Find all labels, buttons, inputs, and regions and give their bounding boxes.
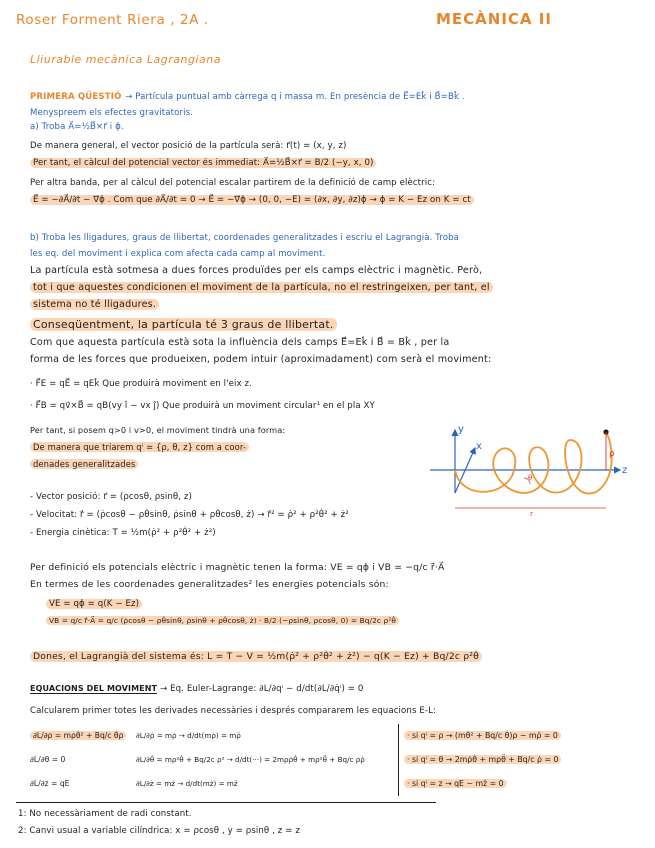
el-equation-theta <box>404 748 561 772</box>
equations-heading <box>30 684 363 694</box>
text-line <box>30 195 474 205</box>
text-line <box>30 158 376 168</box>
highlighted-result: · si qⁱ = θ → 2mρ̇θ̇ + mρθ̈ + Bq/c ρ̇ = 0 <box>404 755 561 764</box>
author-line: Roser Forment Riera , 2A . <box>16 12 209 28</box>
text-line: Per tant, si posem q>0 i v>0, el moviment tindrà una forma: <box>30 425 286 435</box>
highlighted-result: · si qⁱ = ρ → (mθ̇² + Bq/c θ̇)ρ − mρ̈ = 0 <box>404 731 561 740</box>
equations-intro: Calcularem primer totes les derivades necessàries i després compararem les equacions E-L: <box>30 706 436 716</box>
velocity-vector: - Velocitat: ṙ⃗ = (ρ̇cosθ − ρθ̇sinθ, ρ̇sinθ + ρθ̇cosθ, ż) → ṙ⃗² = ρ̇² + ρ²θ̇² + ż² <box>30 510 349 520</box>
derivatives-col-1 <box>30 724 126 796</box>
text-line <box>30 299 159 310</box>
highlighted-result: denades generalitzades <box>30 459 138 469</box>
page-subtitle: Lliurable mecànica Lagrangiana <box>30 53 221 66</box>
text-line: De manera general, el vector posició de la partícula serà: r⃗(t) = (x, y, z) <box>30 141 347 151</box>
kinetic-energy: - Energia cinètica: T = ½m(ρ̇² + ρ²θ̇² + ż²) <box>30 528 216 538</box>
lagrangian-line <box>30 651 482 662</box>
question-heading <box>30 90 465 102</box>
footnote-divider <box>16 802 436 803</box>
course-title: MECÀNICA II <box>436 10 552 28</box>
highlighted-result: E⃗ = −∂A⃗/∂t − ∇⃗ϕ . Com que ∂A⃗/∂t = 0 → E⃗ = −∇⃗ϕ → (0, 0, −E) = (∂x, ∂y, ∂z)ϕ → ϕ = K − Ez on K = ct <box>30 195 474 205</box>
subquestion-b: b) Troba les lligadures, graus de llibertat, coordenades generalitzades i escriu el Lagrangià. Troba <box>30 233 460 243</box>
highlighted-result: VE = qϕ = q(K − Ez) <box>46 599 142 609</box>
text-line: Per definició els potencials elèctric i magnètic tenen la forma: VE = qϕ i VB = −q/c ṙ⃗·A⃗ <box>30 562 445 573</box>
rho-label: ρ <box>609 449 615 459</box>
derivative <box>30 724 126 748</box>
highlighted-result: · si qⁱ = z → qE − mz̈ = 0 <box>404 779 507 788</box>
z-axis-label: z <box>622 465 628 476</box>
subquestion-a: a) Troba A⃗=½B⃗×r⃗ i ϕ. <box>30 122 124 132</box>
derivatives-col-2 <box>136 724 365 796</box>
question-statement: → Partícula puntual amb càrrega q i massa m. En presència de E⃗=Ek̂ i B⃗=Bk̂ . <box>125 92 465 102</box>
highlighted-result: Conseqüentment, la partícula té 3 graus de llibertat. <box>30 318 337 331</box>
footnote-1: 1: No necessàriament de radi constant. <box>18 809 192 819</box>
text-line <box>30 442 249 452</box>
helix-diagram <box>420 418 635 518</box>
magnetic-potential <box>46 616 399 625</box>
electric-potential <box>46 599 142 609</box>
brace <box>398 724 399 796</box>
derivative: ∂L/∂θ = 0 <box>30 755 66 764</box>
highlighted-result: tot i que aquestes condicionen el moviment de la partícula, no el restringeixen, per tant, el <box>30 282 493 293</box>
highlighted-result: sistema no té lligadures. <box>30 299 159 310</box>
question-statement-2: Menyspreem els efectes gravitatoris. <box>30 108 193 118</box>
text-line: Com que aquesta partícula està sota la influència dels camps E⃗=Ek̂ i B⃗ = Bk̂ , per la <box>30 337 450 348</box>
highlighted-result: De manera que triarem qⁱ = {ρ, θ, z} com a coor- <box>30 442 249 452</box>
highlighted-result: ∂L/∂ρ = mρθ̇² + Bq/c θ̇ρ <box>30 731 126 740</box>
highlighted-result: Dones, el Lagrangià del sistema és: L = T − V = ½m(ρ̇² + ρ²θ̇² + ż²) − q(K − Ez) + Bq/2c ρ²θ̇ <box>30 651 482 662</box>
derivative: ∂L/∂ρ̇ = mρ̇ → d/dt(mρ̇) = mρ̈ <box>136 731 241 740</box>
highlighted-result: VB = q/c ṙ⃗·A⃗ = q/c (ρ̇cosθ − ρθ̇sinθ, ρ̇sinθ + ρθ̇cosθ, ż) · B/2 (−ρsinθ, ρcosθ, 0) = Bq/2c ρ²θ̇ <box>46 616 399 625</box>
footnote-2: 2: Canvi usual a variable cilíndrica: x = ρcosθ , y = ρsinθ , z = z <box>18 826 300 836</box>
force-electric: · F⃗E = qE⃗ = qEk̂ Que produirà moviment en l'eix z. <box>30 379 252 389</box>
r-label: r <box>530 510 533 518</box>
theta-label: θ <box>528 474 533 482</box>
text-line <box>30 459 138 469</box>
equations-title: EQUACIONS DEL MOVIMENT <box>30 684 158 693</box>
text-line: La partícula està sotmesa a dues forces produïdes per els camps elèctric i magnètic. Però, <box>30 265 483 276</box>
highlighted-result: Per tant, el càlcul del potencial vector és immediat: A⃗=½B⃗×r⃗ = B/2 (−y, x, 0) <box>30 158 376 168</box>
text-line: Per altra banda, per al càlcul del potencial escalar partirem de la definició de camp elèctric: <box>30 178 436 188</box>
question-label: PRIMERA QÜESTIÓ <box>30 92 122 102</box>
derivative: ∂L/∂z = qE <box>30 779 70 788</box>
subquestion-b-2: les eq. del moviment i explica com afecta cada camp al moviment. <box>30 249 326 259</box>
text-line: En termes de les coordenades generalitzades² les energies potencials són: <box>30 579 389 590</box>
el-equation-rho <box>404 724 561 748</box>
x-axis-label: x <box>476 441 482 452</box>
derivative: ∂L/∂ż = mż → d/dt(mż) = mz̈ <box>136 779 238 788</box>
el-equations <box>404 724 561 796</box>
euler-lagrange: → Eq. Euler-Lagrange: ∂L/∂qⁱ − d/dt(∂L/∂q̇ⁱ) = 0 <box>159 684 364 694</box>
y-axis-label: y <box>458 424 464 435</box>
text-line <box>30 318 337 331</box>
position-vector: - Vector posició: r⃗ = (ρcosθ, ρsinθ, z) <box>30 492 192 502</box>
derivative: ∂L/∂θ̇ = mρ²θ̇ + Bq/2c ρ² → d/dt(···) = 2mρρ̇θ̇ + mρ²θ̈ + Bq/c ρρ̇ <box>136 755 365 764</box>
text-line <box>30 282 493 293</box>
el-equation-z <box>404 772 561 796</box>
force-magnetic: · F⃗B = qv⃗×B⃗ = qB(vy î − vx ĵ) Que produirà un moviment circular¹ en el pla XY <box>30 401 375 411</box>
text-line: forma de les forces que produeixen, podem intuir (aproximadament) com serà el moviment: <box>30 354 492 365</box>
